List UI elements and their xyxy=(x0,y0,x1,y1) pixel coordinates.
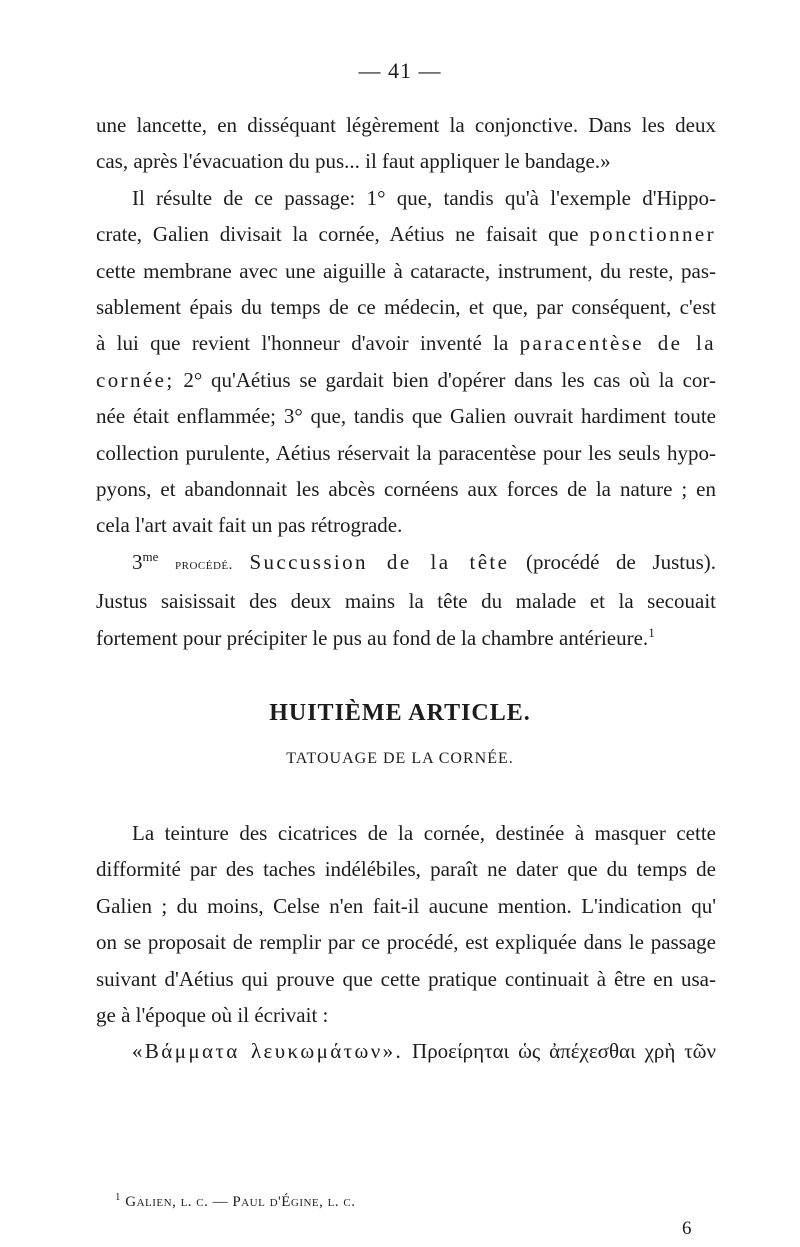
text-line: pyons, et abandonnait les abcès cornéens aux forces de la nature ; en xyxy=(96,477,716,502)
greek-title: «Βάμματα λευκωμάτων». xyxy=(132,1039,404,1064)
emphasis-paracentese: paracentèse de la xyxy=(519,331,717,356)
text-run: à lui que revient l'honneur d'avoir inventé la xyxy=(96,331,509,356)
text-line xyxy=(96,216,716,252)
text-line: ge à l'époque où il écrivait : xyxy=(96,1003,329,1028)
article-heading: HUITIÈME ARTICLE. xyxy=(269,700,531,726)
text-line: Galien ; du moins, Celse n'en fait-il aucune mention. L'indication qu' xyxy=(96,893,716,918)
text-line xyxy=(96,544,716,583)
page-number: — 41 — xyxy=(358,58,442,83)
text-line xyxy=(96,325,716,361)
text-run: (procédé de Justus). xyxy=(526,549,717,574)
footnote xyxy=(115,1191,356,1211)
text-line: Justus saisissait des deux mains la tête du malade et la secouait xyxy=(96,589,716,614)
text-run: fortement pour précipiter le pus au fond de la chambre antérieure. xyxy=(96,625,649,650)
text-line: née était enflammée; 3° que, tandis que Galien ouvrait hardiment toute xyxy=(96,404,716,429)
text-run: 2° qu'Aétius se gardait bien d'opérer dans les cas où la cor- xyxy=(183,367,717,392)
greek-quote-line xyxy=(96,1033,716,1069)
footnote-marker: 1 xyxy=(115,1191,121,1203)
text-line: collection purulente, Aétius réservait la paracentèse pour les seuls hypo- xyxy=(96,440,716,465)
procedure-label: procédé. xyxy=(174,556,233,573)
procedure-title: Succussion de la tête xyxy=(249,549,510,574)
text-line: cette membrane avec une aiguille à cataracte, instrument, du reste, pas- xyxy=(96,258,716,283)
signature-mark: 6 xyxy=(682,1218,692,1239)
text-run: crate, Galien divisait la cornée, Aétius ne faisait que xyxy=(96,222,579,247)
text-line xyxy=(96,620,716,656)
text-line: sablement épais du temps de ce médecin, et que, par conséquent, c'est xyxy=(96,295,716,320)
text-line: on se proposait de remplir par ce procédé, est expliquée dans le passage xyxy=(96,930,716,955)
text-line: Il résulte de ce passage: 1° que, tandis qu'à l'exemple d'Hippo- xyxy=(132,185,716,210)
procedure-ordinal-suffix: me xyxy=(142,548,159,564)
body-text-upper xyxy=(96,107,716,656)
text-line: une lancette, en disséquant légèrement la conjonctive. Dans les deux xyxy=(96,113,716,137)
footnote-reference: 1 xyxy=(648,624,655,640)
text-line: cas, après l'évacuation du pus... il faut appliquer le bandage.» xyxy=(96,149,611,174)
text-line: La teinture des cicatrices de la cornée, destinée à masquer cette xyxy=(132,821,716,845)
text-line: difformité par des taches indélébiles, paraît ne dater que du temps de xyxy=(96,857,716,882)
text-line: cela l'art avait fait un pas rétrograde. xyxy=(96,513,403,538)
emphasis-cornee: cornée; xyxy=(96,367,175,392)
body-text-lower xyxy=(96,815,716,1070)
emphasis-ponctionner: ponctionner xyxy=(589,222,716,247)
text-line: suivant d'Aétius qui prouve que cette pratique continuait à être en usa- xyxy=(96,966,716,991)
footnote-text: Galien, l. c. — Paul d'Égine, l. c. xyxy=(125,1194,356,1210)
greek-text: Προείρηται ὡς ἀπέχεσθαι χρὴ τῶν xyxy=(412,1039,716,1064)
article-subheading: TATOUAGE DE LA CORNÉE. xyxy=(286,750,514,767)
procedure-ordinal: 3 xyxy=(132,549,143,574)
text-line xyxy=(96,362,716,398)
